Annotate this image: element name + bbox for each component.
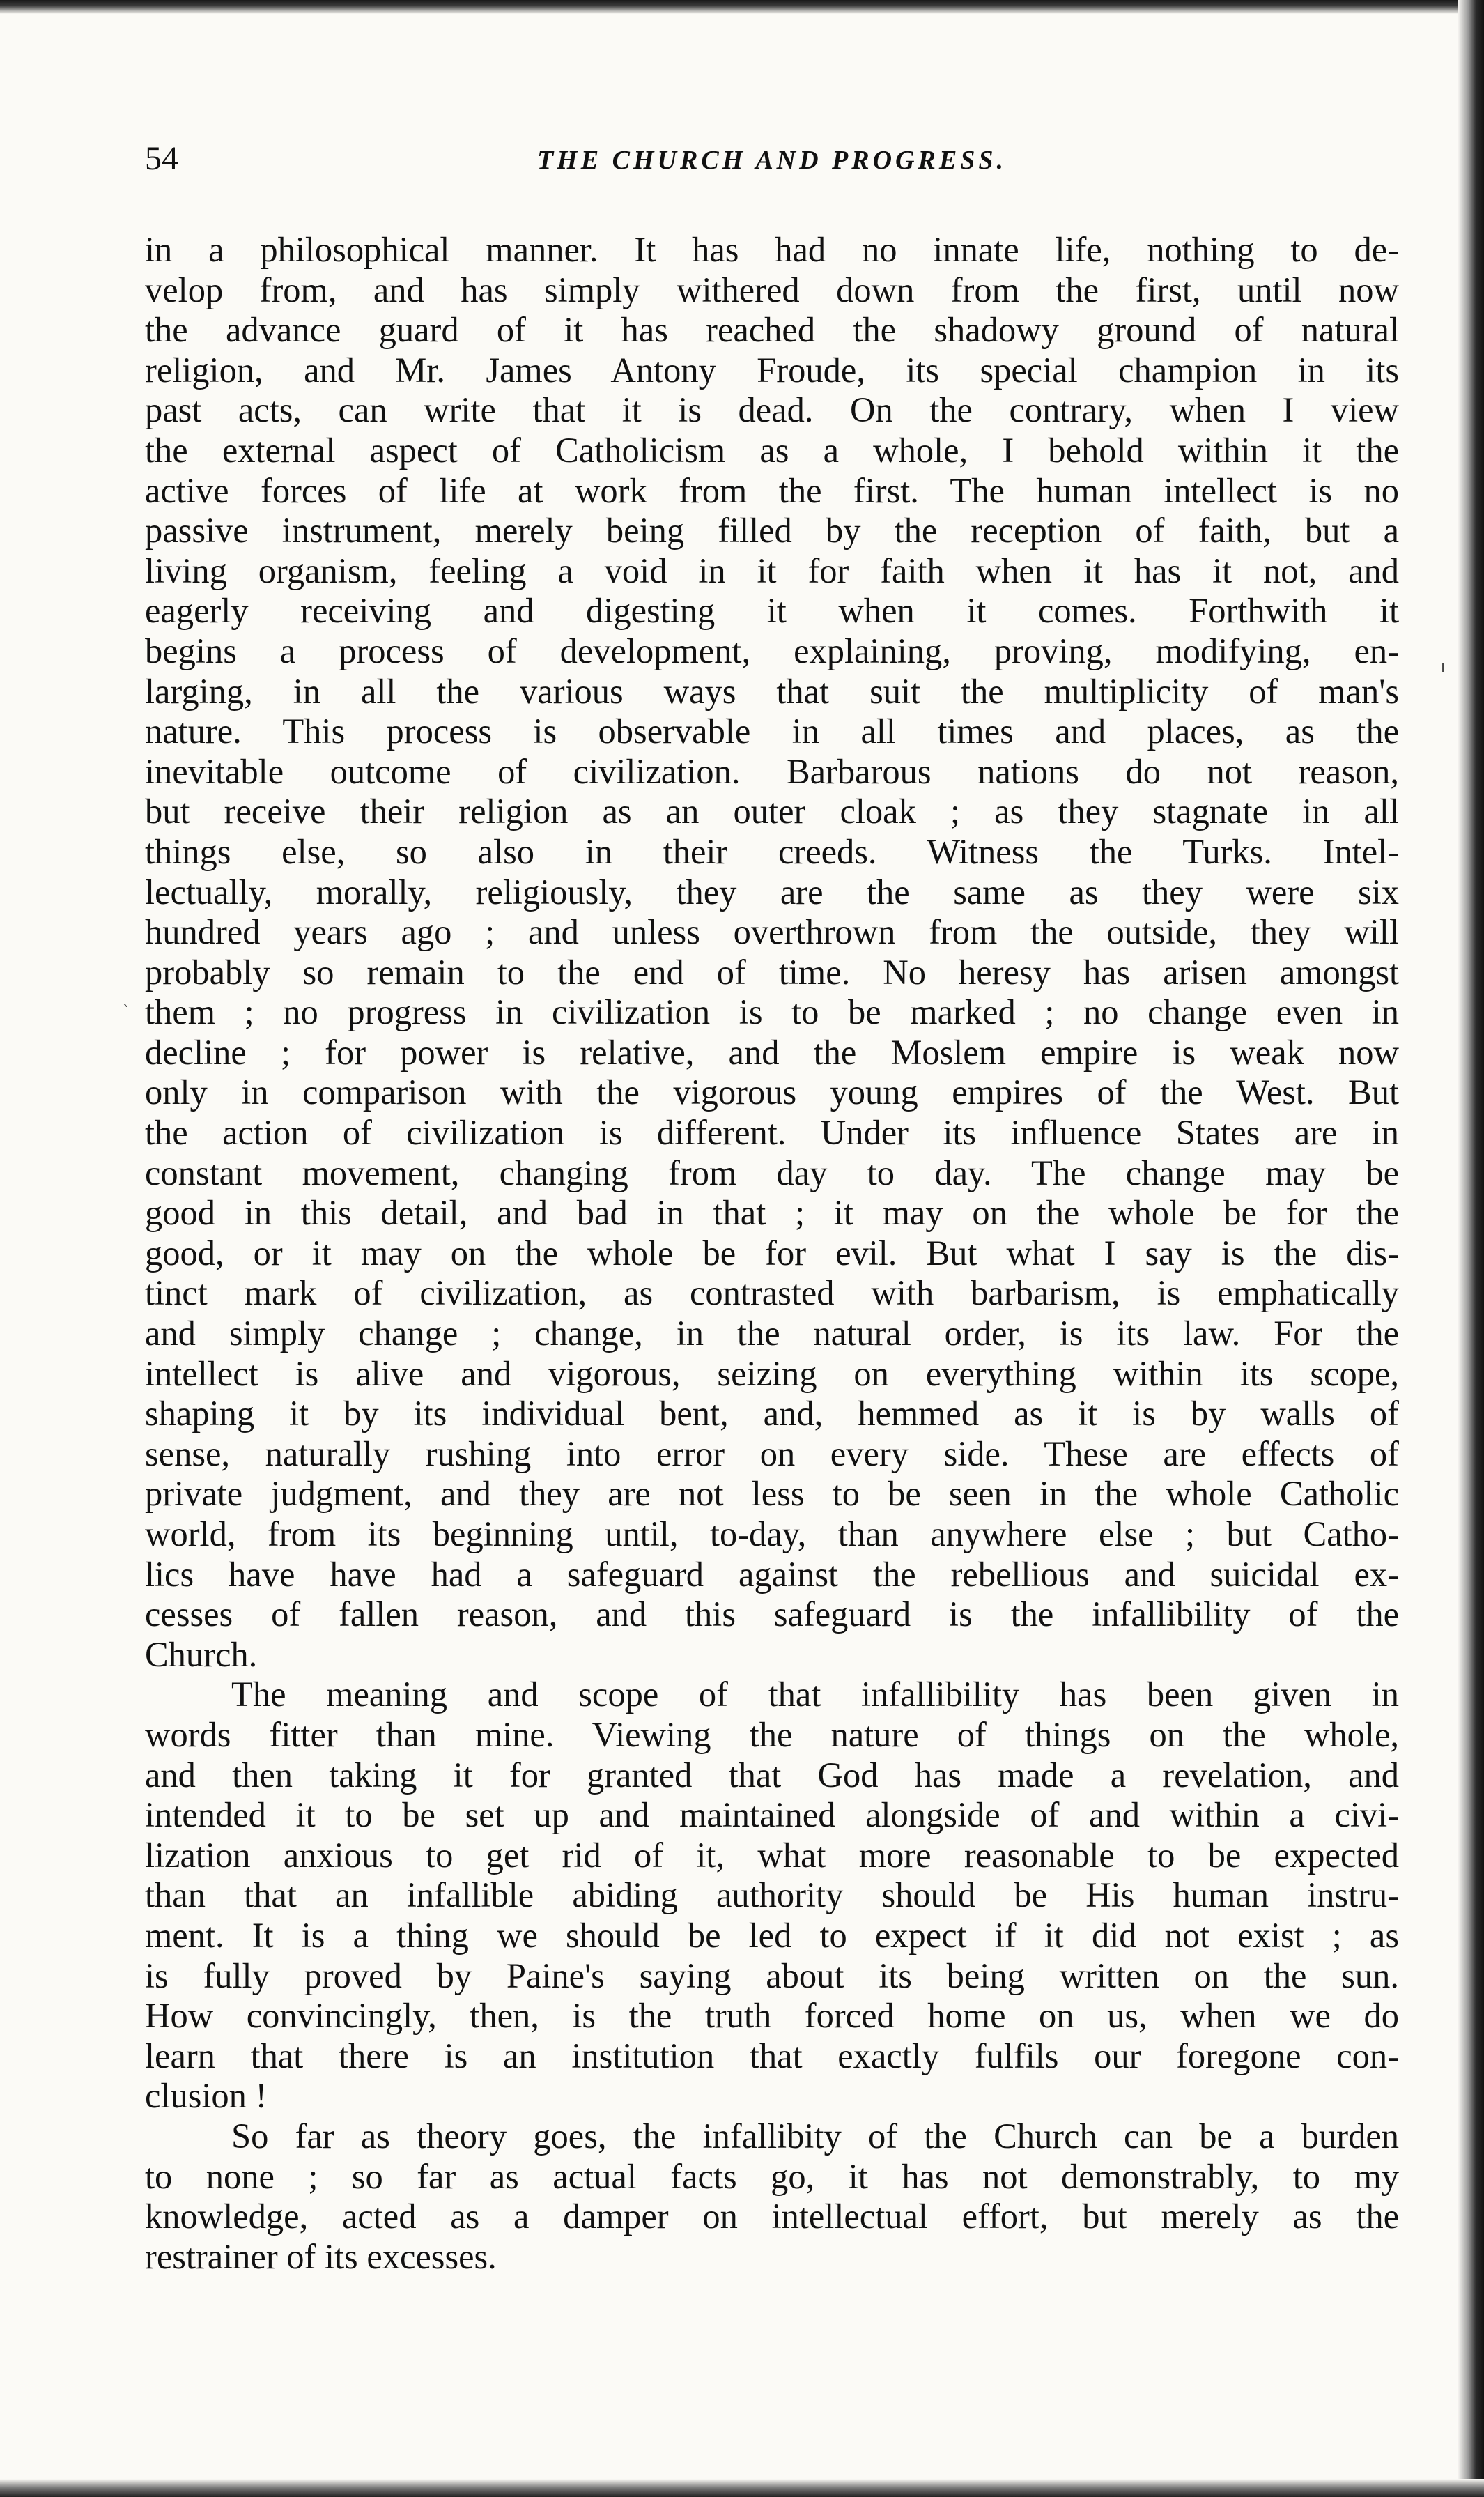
text-line: intellect is alive and vigorous, seizing on everything within its scope, xyxy=(145,1353,1399,1393)
text-line: Church. xyxy=(145,1634,258,1674)
text-line: active forces of life at work from the first. The human intellect is no xyxy=(145,470,1399,510)
text-line: in a philosophical manner. It has had no innate life, nothing to de- xyxy=(145,230,1399,269)
page-edge-top xyxy=(0,0,1484,14)
text-line: and then taking it for granted that God has made a revelation, and xyxy=(145,1755,1399,1795)
text-line: words fitter than mine. Viewing the nature of things on the whole, xyxy=(145,1714,1399,1754)
text-line: ment. It is a thing we should be led to expect if it did not exist ; as xyxy=(145,1915,1399,1955)
text-line: cesses of fallen reason, and this safeguard is the infallibility of the xyxy=(145,1595,1399,1634)
text-line: lics have have had a safeguard against the rebellious and suicidal ex- xyxy=(145,1554,1399,1594)
text-line: probably so remain to the end of time. No heresy has arisen amongst xyxy=(145,952,1399,992)
text-line: them ; no progress in civilization is to be marked ; no change even in xyxy=(145,992,1399,1032)
text-line: lectually, morally, religiously, they are the same as they were six xyxy=(145,872,1399,912)
text-line: learn that there is an institution that exactly fulfils our foregone con- xyxy=(145,2036,1399,2075)
text-line: and simply change ; change, in the natural order, is its law. For the xyxy=(145,1314,1399,1353)
text-line: begins a process of development, explaining, proving, modifying, en- xyxy=(145,631,1399,670)
text-line: knowledge, acted as a damper on intellectual effort, but merely as the xyxy=(145,2197,1399,2236)
text-line: only in comparison with the vigorous young empires of the West. But xyxy=(145,1073,1399,1112)
text-line: sense, naturally rushing into error on every side. These are effects of xyxy=(145,1434,1399,1473)
text-line: the external aspect of Catholicism as a whole, I behold within it the xyxy=(145,430,1399,470)
text-line: living organism, feeling a void in it for faith when it has it not, and xyxy=(145,551,1399,590)
text-line: The meaning and scope of that infallibility has been given in xyxy=(231,1675,1399,1714)
text-line: is fully proved by Paine's saying about its being written on the sun. xyxy=(145,1956,1399,1995)
text-line: past acts, can write that it is dead. On the contrary, when I view xyxy=(145,390,1399,430)
text-line: the action of civilization is different. Under its influence States are in xyxy=(145,1113,1399,1153)
text-line: to none ; so far as actual facts go, it has not demonstrably, to my xyxy=(145,2156,1399,2196)
text-line: than that an infallible abiding authority should be His human instru- xyxy=(145,1875,1399,1915)
text-line: hundred years ago ; and unless overthrown from the outside, they will xyxy=(145,912,1399,952)
page-edge-right xyxy=(1458,0,1484,2497)
text-line: good, or it may on the whole be for evil. But what I say is the dis- xyxy=(145,1233,1399,1273)
text-line: private judgment, and they are not less to be seen in the whole Catholic xyxy=(145,1474,1399,1514)
margin-mark-icon: ı xyxy=(1441,659,1446,676)
text-line: lization anxious to get rid of it, what more reasonable to be expected xyxy=(145,1835,1399,1875)
text-line: velop from, and has simply withered down from the first, until now xyxy=(145,270,1399,309)
text-line: inevitable outcome of civilization. Barbarous nations do not reason, xyxy=(145,751,1399,791)
text-line: but receive their religion as an outer cloak ; as they stagnate in all xyxy=(145,792,1399,831)
text-line: clusion ! xyxy=(145,2076,268,2116)
text-line: good in this detail, and bad in that ; it may on the whole be for the xyxy=(145,1193,1399,1233)
margin-tick-icon: ` xyxy=(123,1004,130,1021)
text-line: things else, so also in their creeds. Witness the Turks. Intel- xyxy=(145,831,1399,871)
text-line: constant movement, changing from day to day. The change may be xyxy=(145,1153,1399,1192)
page-number: 54 xyxy=(145,140,178,177)
page-header xyxy=(145,138,1399,194)
text-line: passive instrument, merely being filled by the reception of faith, but a xyxy=(145,511,1399,551)
text-line: intended it to be set up and maintained alongside of and within a civi- xyxy=(145,1795,1399,1835)
text-line: world, from its beginning until, to-day, than anywhere else ; but Catho- xyxy=(145,1514,1399,1553)
text-line: tinct mark of civilization, as contrasted with barbarism, is emphatically xyxy=(145,1273,1399,1313)
text-line: the advance guard of it has reached the shadowy ground of natural xyxy=(145,310,1399,350)
running-title: THE CHURCH AND PROGRESS. xyxy=(537,146,1007,175)
body-text xyxy=(145,230,1399,2277)
text-line: shaping it by its individual bent, and, hemmed as it is by walls of xyxy=(145,1394,1399,1434)
text-line: restrainer of its excesses. xyxy=(145,2236,497,2276)
text-line: How convincingly, then, is the truth forced home on us, when we do xyxy=(145,1996,1399,2036)
page-edge-bottom xyxy=(0,2479,1484,2497)
text-line: religion, and Mr. James Antony Froude, its special champion in its xyxy=(145,350,1399,390)
text-line: So far as theory goes, the infallibity of the Church can be a burden xyxy=(231,2116,1399,2156)
text-line: nature. This process is observable in all times and places, as the xyxy=(145,712,1399,751)
text-line: eagerly receiving and digesting it when it comes. Forthwith it xyxy=(145,591,1399,631)
text-line: decline ; for power is relative, and the Moslem empire is weak now xyxy=(145,1032,1399,1072)
text-line: larging, in all the various ways that suit the multiplicity of man's xyxy=(145,671,1399,711)
